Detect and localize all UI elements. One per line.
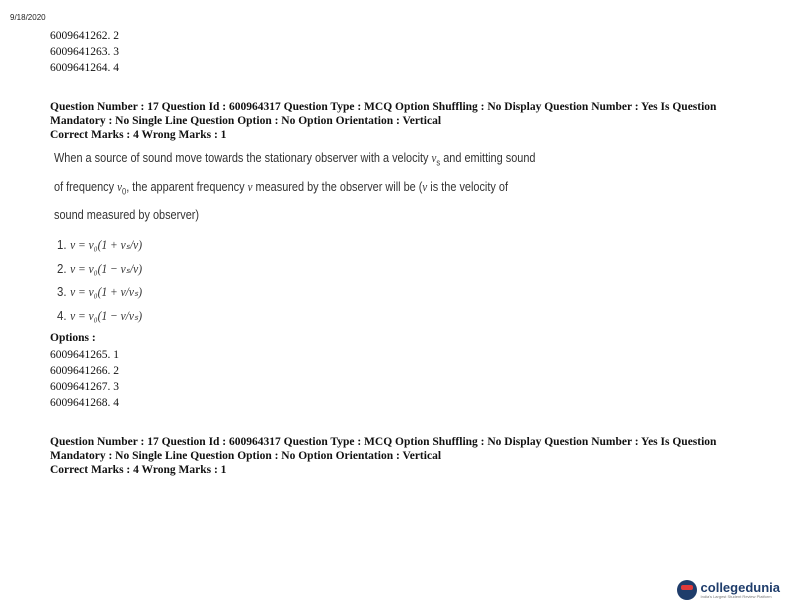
question-meta-line2: Mandatory : No Single Line Question Option : No Option Orientation : Vertical: [50, 450, 442, 462]
question-meta-line2: Mandatory : No Single Line Question Option : No Option Orientation : Vertical: [50, 115, 442, 127]
options-label: Options :: [50, 332, 96, 344]
question-meta-line1: Question Number : 17 Question Id : 600964317 Question Type : MCQ Option Shuffling : No Display Question Number : Yes Is Question: [50, 101, 717, 113]
option-item: 6009641265. 1: [50, 349, 119, 361]
question-meta-line1: Question Number : 17 Question Id : 600964317 Question Type : MCQ Option Shuffling : No Display Question Number : Yes Is Question: [50, 436, 717, 448]
answer-choice: 1. v = v₀(1 + vₛ/v): [57, 237, 143, 252]
question-marks: Correct Marks : 4 Wrong Marks : 1: [50, 464, 227, 476]
options-list: [50, 347, 119, 411]
mascot-icon: [677, 580, 697, 600]
next-question-meta: [50, 434, 716, 478]
question-meta: [50, 99, 716, 143]
answer-choice: 4. v = v₀(1 − v/vₛ): [57, 307, 143, 323]
logo-name: collegedunia: [700, 579, 780, 595]
option-item: 6009641263. 3: [50, 46, 119, 58]
option-item: 6009641264. 4: [50, 62, 119, 74]
answer-choice: 2. v = v₀(1 − vₛ/v): [57, 260, 143, 276]
answer-choice: 3. v = v₀(1 + v/vₛ): [57, 284, 143, 299]
option-item: 6009641268. 4: [50, 397, 119, 409]
previous-options-list: [50, 28, 119, 76]
option-item: 6009641262. 2: [50, 30, 119, 42]
question-text: When a source of sound move towards the stationary observer with a velocity $v_s$ and emitting sound of frequency $v_0$, the apparent frequency v measured by the observer will be (v is the velocity of sound measured by observer): [54, 150, 536, 223]
option-item: 6009641267. 3: [50, 381, 119, 393]
answer-choices: [57, 233, 154, 327]
print-date: 9/18/2020: [10, 13, 46, 22]
collegedunia-logo: [677, 580, 780, 600]
option-item: 6009641266. 2: [50, 365, 119, 377]
logo-tagline: India's Largest Student Review Platform: [700, 593, 772, 599]
question-marks: Correct Marks : 4 Wrong Marks : 1: [50, 129, 227, 141]
